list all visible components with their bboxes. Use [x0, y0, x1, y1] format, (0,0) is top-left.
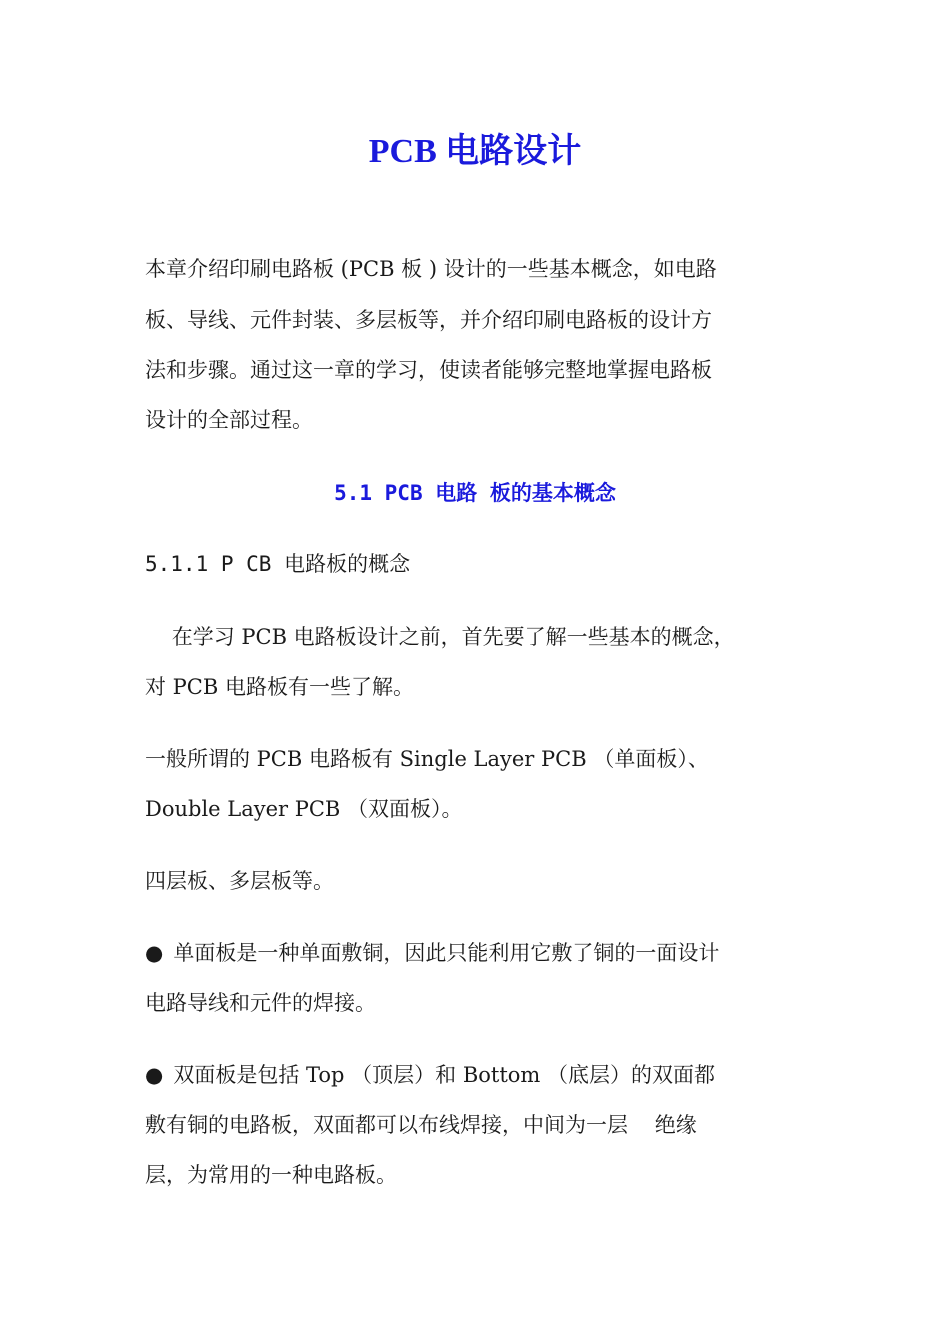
bullet-2-line-3: 层，为常用的一种电路板。	[145, 1163, 397, 1187]
intro-line-3: 法和步骤。通过这一章的学习，使读者能够完整地掌握电路板	[145, 358, 712, 382]
para2-line-1: 一般所谓的 PCB 电路板有 Single Layer PCB （单面板）、	[145, 747, 709, 771]
para2-line-2: Double Layer PCB （双面板）。	[145, 797, 463, 821]
bullet-icon: ●	[145, 1063, 164, 1087]
bullet-1-text-1: 单面板是一种单面敷铜，因此只能利用它敷了铜的一面设计	[173, 941, 720, 965]
bullet-1-line-2: 电路导线和元件的焊接。	[145, 991, 376, 1015]
bullet-1-line-1	[145, 938, 719, 968]
para1-line-1: 在学习 PCB 电路板设计之前，首先要了解一些基本的概念，	[145, 625, 735, 649]
para1-line-2: 对 PCB 电路板有一些了解。	[145, 675, 414, 699]
bullet-2-text-1: 双面板是包括 Top （顶层）和 Bottom （底层）的双面都	[173, 1063, 715, 1087]
intro-line-4: 设计的全部过程。	[145, 408, 313, 432]
subsection-heading: 5.1.1 P CB 电路板的概念	[145, 552, 411, 576]
bullet-2-line-2: 敷有铜的电路板，双面都可以布线焊接，中间为一层 绝缘	[145, 1113, 697, 1137]
bullet-icon: ●	[145, 941, 164, 965]
document-title: PCB 电路设计	[368, 133, 582, 170]
para3-line: 四层板、多层板等。	[145, 869, 334, 893]
bullet-2-line-1	[145, 1060, 715, 1090]
intro-line-2: 板、导线、元件封装、多层板等，并介绍印刷电路板的设计方	[145, 308, 712, 332]
intro-line-1: 本章介绍印刷电路板 (PCB 板 ) 设计的一些基本概念，如电路	[145, 257, 717, 281]
section-heading: 5.1 PCB 电路 板的基本概念	[334, 481, 616, 505]
